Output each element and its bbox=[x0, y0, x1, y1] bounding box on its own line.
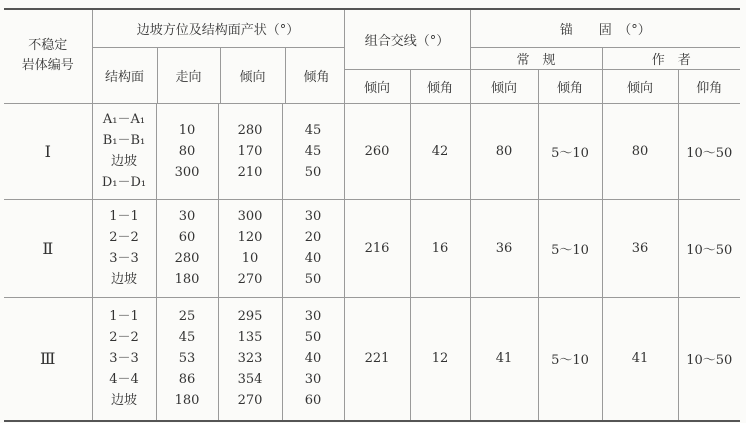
table-row bbox=[4, 297, 740, 421]
header-author-elevation: 仰角 bbox=[678, 69, 740, 103]
header-plane-cols-wrap bbox=[92, 47, 344, 103]
plane-name: A₁－A₁ bbox=[102, 112, 146, 127]
dip-direction-value: 280 bbox=[237, 122, 263, 138]
dip-direction-value: 270 bbox=[237, 272, 263, 287]
dip-direction-value: 210 bbox=[237, 164, 263, 180]
slope-subheader bbox=[93, 48, 348, 103]
strike-cell bbox=[156, 103, 218, 199]
strike-value: 280 bbox=[174, 251, 200, 266]
dip-direction-value: 270 bbox=[237, 393, 263, 409]
header-combo-direction: 倾向 bbox=[344, 69, 410, 103]
strike-value: 80 bbox=[178, 143, 196, 159]
header-regular-angle: 倾角 bbox=[538, 69, 602, 103]
combo-angle: 12 bbox=[410, 297, 470, 421]
dip-angle-value: 50 bbox=[304, 164, 322, 180]
strike-value: 300 bbox=[174, 164, 200, 180]
table-row bbox=[4, 103, 740, 199]
combo-direction: 260 bbox=[344, 103, 410, 199]
plane-name: 1－1 bbox=[109, 309, 139, 325]
dip-direction-value: 120 bbox=[237, 230, 263, 245]
author-elevation: 10～50 bbox=[678, 297, 740, 421]
header-rock-id-line2: 岩体编号 bbox=[21, 58, 74, 74]
plane-name: B₁－B₁ bbox=[102, 133, 146, 148]
dip-angle-value: 40 bbox=[304, 351, 322, 367]
header-dip-direction: 倾向 bbox=[220, 48, 285, 103]
dip-direction-value: 170 bbox=[237, 143, 263, 159]
plane-cell bbox=[92, 103, 156, 199]
dip-angle-value: 40 bbox=[304, 251, 322, 266]
plane-name: 边坡 bbox=[110, 154, 137, 169]
plane-name: D₁－D₁ bbox=[101, 175, 147, 190]
dip-direction-value: 295 bbox=[237, 309, 263, 325]
anchoring-table bbox=[4, 8, 740, 422]
strike-value: 30 bbox=[178, 209, 196, 224]
dip-direction-value: 354 bbox=[237, 372, 263, 388]
header-anchor-group: 锚 固 （°） bbox=[470, 9, 740, 47]
regular-direction: 80 bbox=[470, 103, 538, 199]
dip-angle-value: 50 bbox=[304, 330, 322, 346]
combo-direction: 221 bbox=[344, 297, 410, 421]
strike-cell bbox=[156, 297, 218, 421]
rock-id: Ⅲ bbox=[4, 297, 92, 421]
strike-value: 25 bbox=[178, 309, 196, 325]
dip-angle-value: 60 bbox=[304, 393, 322, 409]
author-direction: 41 bbox=[602, 297, 678, 421]
combo-angle: 16 bbox=[410, 199, 470, 297]
author-elevation: 10～50 bbox=[678, 103, 740, 199]
regular-angle: 5～10 bbox=[538, 103, 602, 199]
combo-direction: 216 bbox=[344, 199, 410, 297]
dip-angle-value: 20 bbox=[304, 230, 322, 245]
strike-value: 180 bbox=[174, 393, 200, 409]
header-regular: 常 规 bbox=[470, 47, 602, 69]
plane-name: 2－2 bbox=[109, 230, 139, 245]
plane-name: 2－2 bbox=[109, 330, 139, 346]
strike-value: 86 bbox=[178, 372, 196, 388]
regular-direction: 41 bbox=[470, 297, 538, 421]
dip-direction-value: 135 bbox=[237, 330, 263, 346]
dip-angle-cell bbox=[282, 103, 344, 199]
dip-angle-value: 30 bbox=[304, 209, 322, 224]
header-combo-group: 组合交线（°） bbox=[344, 9, 470, 69]
plane-name: 1－1 bbox=[109, 209, 139, 224]
plane-name: 3－3 bbox=[109, 351, 139, 367]
header-dip-angle: 倾角 bbox=[285, 48, 348, 103]
regular-direction: 36 bbox=[470, 199, 538, 297]
strike-value: 53 bbox=[178, 351, 196, 367]
dip-angle-value: 30 bbox=[304, 309, 322, 325]
header-author-direction: 倾向 bbox=[602, 69, 678, 103]
strike-cell bbox=[156, 199, 218, 297]
rock-id: Ⅱ bbox=[4, 199, 92, 297]
header-author: 作 者 bbox=[602, 47, 740, 69]
plane-name: 边坡 bbox=[110, 393, 137, 409]
strike-value: 45 bbox=[178, 330, 196, 346]
header-plane: 结构面 bbox=[104, 69, 144, 85]
header-slope-group: 边坡方位及结构面产状（°） bbox=[92, 9, 344, 47]
rock-id: Ⅰ bbox=[4, 103, 92, 199]
regular-angle: 5～10 bbox=[538, 297, 602, 421]
dip-direction-value: 300 bbox=[237, 209, 263, 224]
plane-name: 边坡 bbox=[110, 272, 137, 287]
dip-angle-value: 30 bbox=[304, 372, 322, 388]
dip-angle-value: 45 bbox=[304, 143, 322, 159]
header-regular-direction: 倾向 bbox=[470, 69, 538, 103]
plane-name: 3－3 bbox=[109, 251, 139, 266]
author-direction: 36 bbox=[602, 199, 678, 297]
dip-angle-cell bbox=[282, 297, 344, 421]
plane-cell bbox=[92, 297, 156, 421]
header-strike: 走向 bbox=[157, 48, 220, 103]
plane-cell bbox=[92, 199, 156, 297]
author-elevation: 10～50 bbox=[678, 199, 740, 297]
dip-direction-value: 10 bbox=[241, 251, 259, 266]
table-row bbox=[4, 199, 740, 297]
strike-value: 10 bbox=[178, 122, 196, 138]
dip-direction-cell bbox=[218, 103, 282, 199]
dip-direction-value: 323 bbox=[237, 351, 263, 367]
dip-angle-value: 50 bbox=[304, 272, 322, 287]
dip-direction-cell bbox=[218, 297, 282, 421]
strike-value: 60 bbox=[178, 230, 196, 245]
dip-angle-value: 45 bbox=[304, 122, 322, 138]
header-rock-id-line1: 不稳定 bbox=[28, 38, 68, 54]
regular-angle: 5～10 bbox=[538, 199, 602, 297]
author-direction: 80 bbox=[602, 103, 678, 199]
dip-direction-cell bbox=[218, 199, 282, 297]
plane-name: 4－4 bbox=[109, 372, 139, 388]
dip-angle-cell bbox=[282, 199, 344, 297]
header-rock-id bbox=[4, 9, 92, 103]
strike-value: 180 bbox=[174, 272, 200, 287]
header-row-1 bbox=[4, 9, 740, 47]
header-combo-angle: 倾角 bbox=[410, 69, 470, 103]
combo-angle: 42 bbox=[410, 103, 470, 199]
